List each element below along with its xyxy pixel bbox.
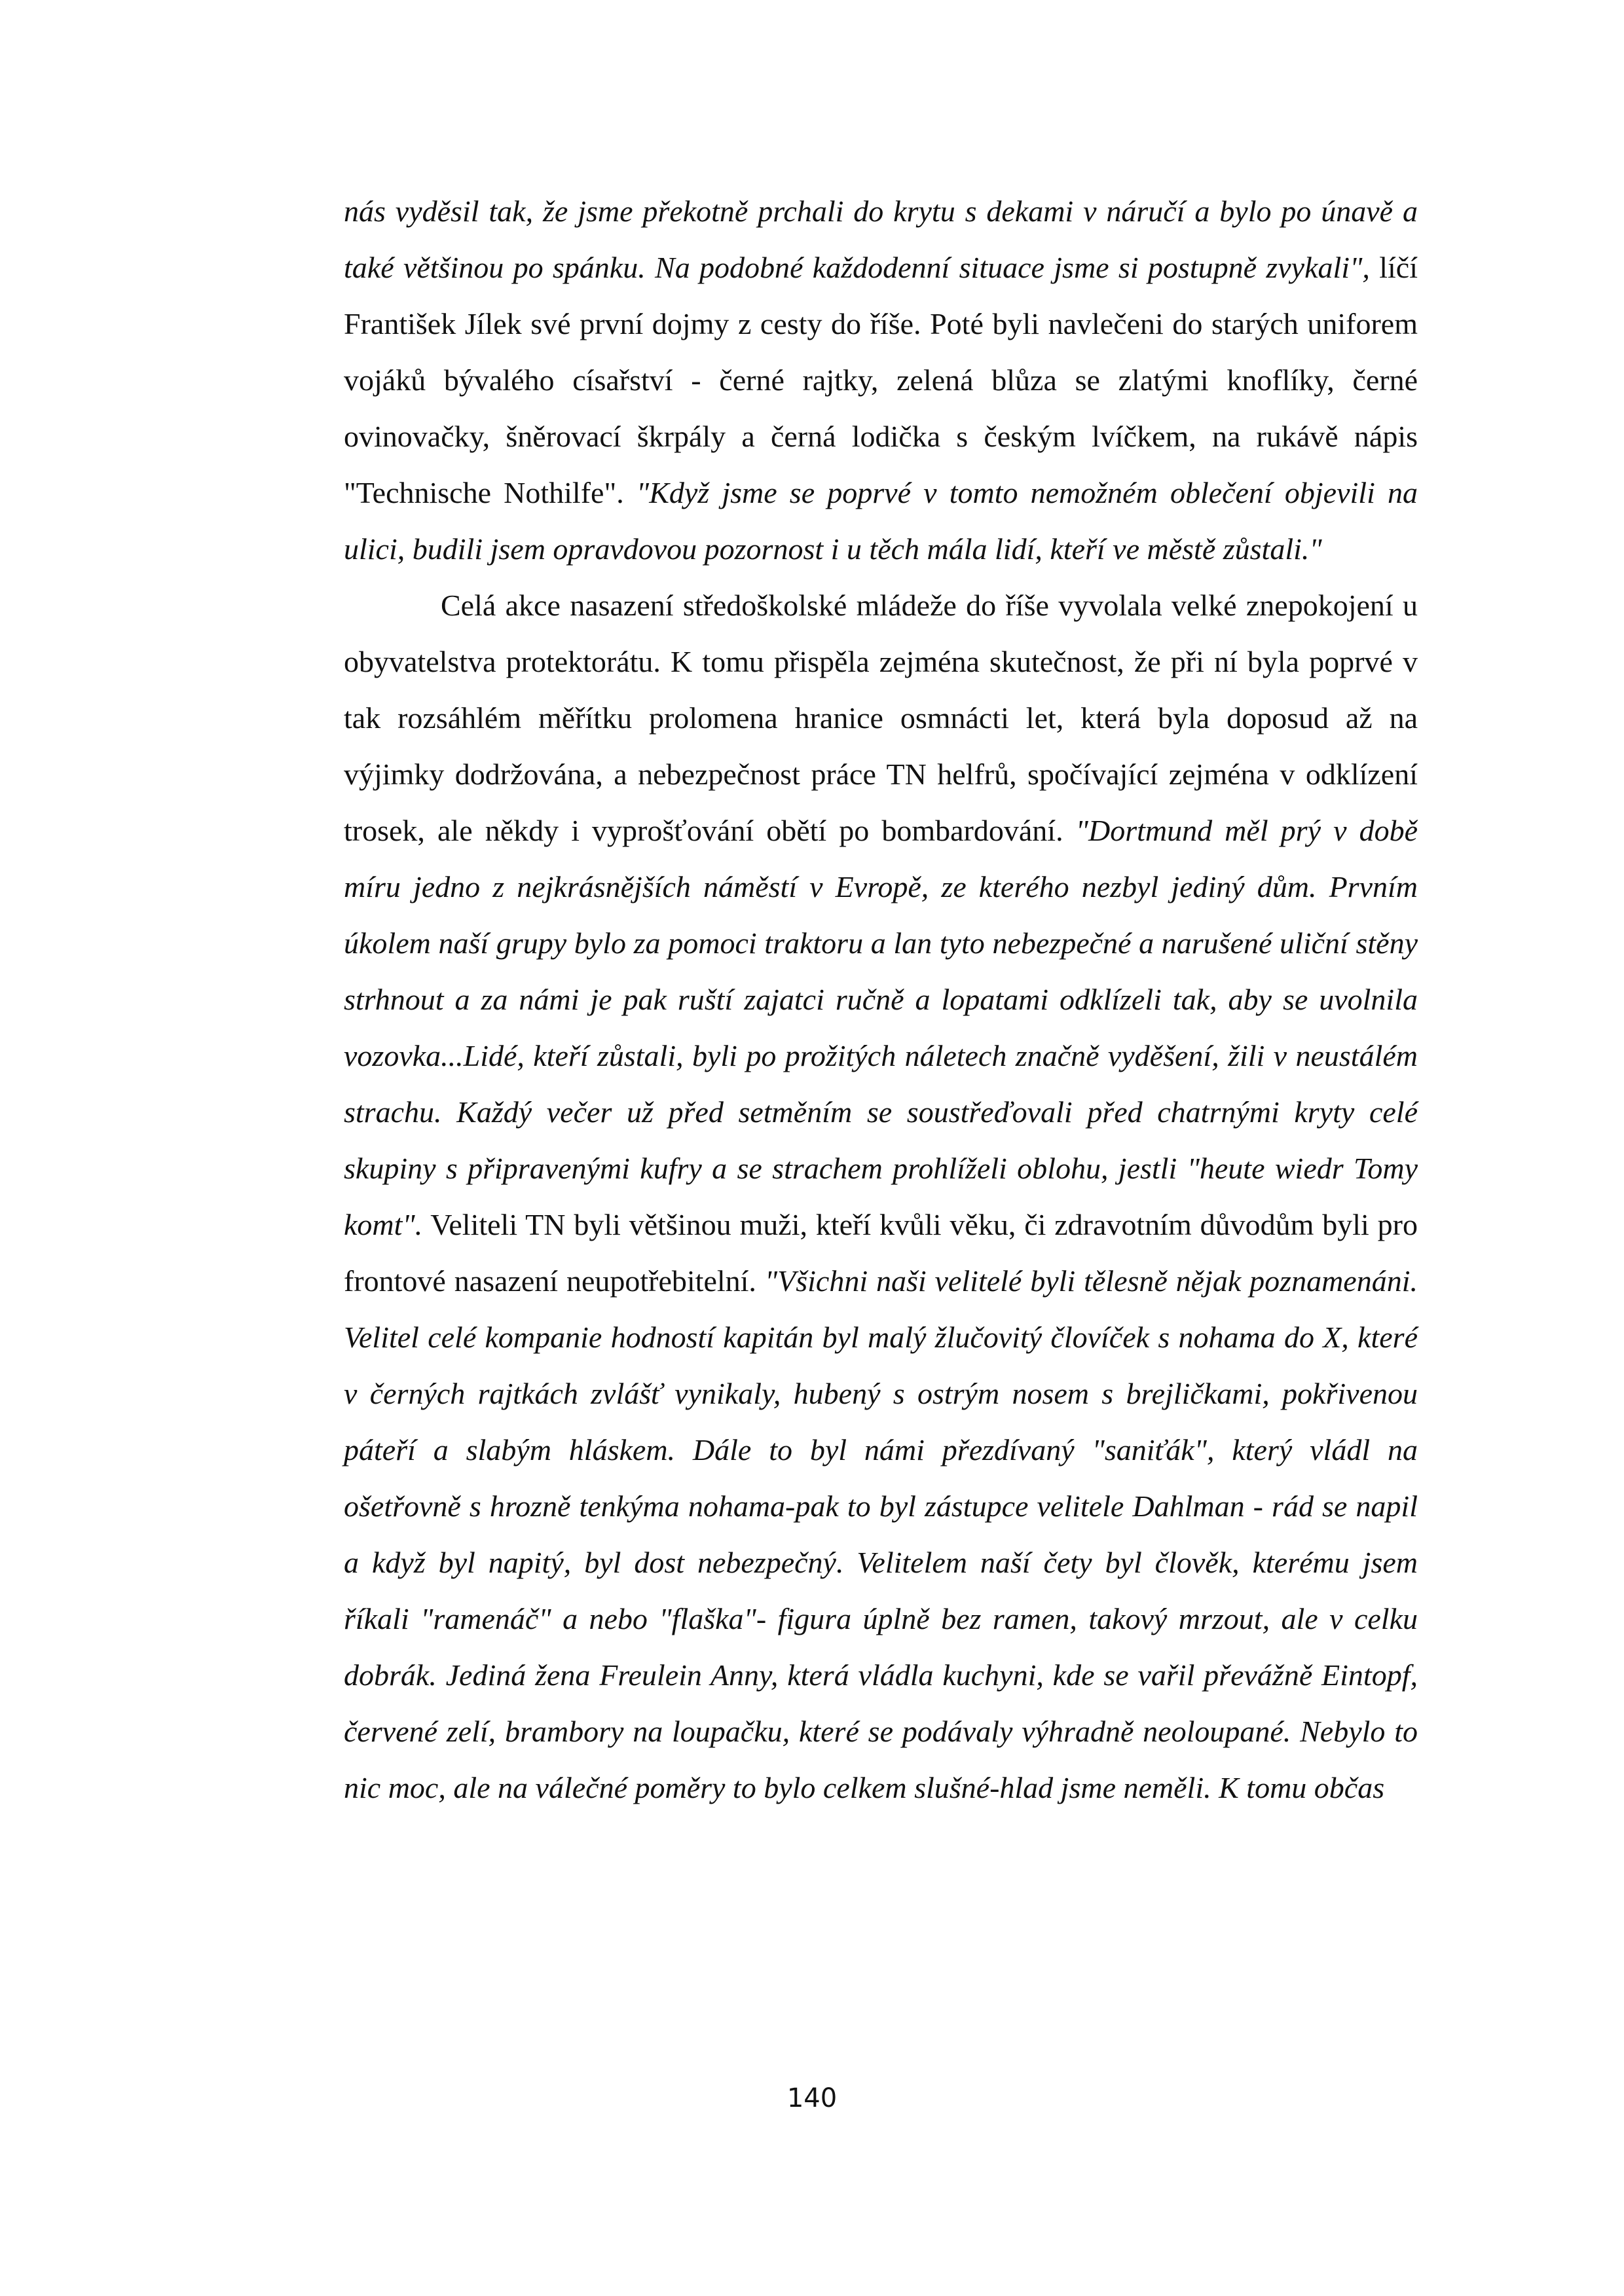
body-text: [344, 183, 1418, 1816]
narrative-text: Veliteli TN byli většinou muži, kteří kvůli věku, či zdravotním důvodům byli pro frontové nasazení neupotřebitelní.: [344, 1208, 1418, 1298]
page-number: 140: [786, 2083, 838, 2113]
narrative-text: líčí František Jílek své první dojmy z cesty do říše. Poté byli navlečeni do starých uniforem vojáků bývalého císařství - černé rajtky, zelená blůza se zlatými knoflíky, černé ovinovačky, šněrovací škrpály a černá lodička s českým lvíčkem, na rukávě nápis "Technische Nothilfe".: [344, 251, 1418, 509]
paragraph-1: [344, 183, 1418, 577]
paragraph-2: [344, 577, 1418, 1816]
quote-text: "Všichni naši velitelé byli tělesně nějak poznamenáni. Velitel celé kompanie hodností kapitán byl malý žlučovitý človíček s nohama do X, které v černých rajtkách zvlášť vynikaly, hubený s ostrým nosem s brejličkami, pokřivenou páteří a slabým hláskem. Dále to byl námi přezdívaný "saniťák", který vládl na ošetřovně s hrozně tenkýma nohama-pak to byl zástupce velitele Dahlman - rád se napil a když byl napitý, byl dost nebezpečný. Velitelem naší čety byl člověk, kterému jsem říkali "ramenáč" a nebo "flaška"- figura úplně bez ramen, takový mrzout, ale v celku dobrák. Jediná žena Freulein Anny, která vládla kuchyni, kde se vařil převážně Eintopf, červené zelí, brambory na loupačku, které se podávaly výhradně neoloupané. Nebylo to nic moc, ale na válečné poměry to bylo celkem slušné-hlad jsme neměli. K tomu občas: [344, 1264, 1418, 1804]
narrative-text: Celá akce nasazení středoškolské mládeže do říše vyvolala velké znepokojení u obyvatelstva protektorátu. K tomu přispěla zejména skutečnost, že při ní byla poprvé v tak rozsáhlém měřítku prolomena hranice osmnácti let, která byla doposud až na výjimky dodržována, a nebezpečnost práce TN helfrů, spočívající zejména v odklízení trosek, ale někdy i vyprošťování obětí po bombardování.: [344, 589, 1418, 847]
quote-text: nás vyděsil tak, že jsme překotně prchali do krytu s dekami v náručí a bylo po únavě a také většinou po spánku. Na podobné každodenní situace jsme si postupně zvykali",: [344, 194, 1418, 284]
quote-text: "Dortmund měl prý v době míru jedno z nejkrásnějších náměstí v Evropě, ze kterého nezbyl jediný dům. Prvním úkolem naší grupy bylo za pomoci traktoru a lan tyto nebezpečné a narušené uliční stěny strhnout a za námi je pak ruští zajatci ručně a lopatami odklízeli tak, aby se uvolnila vozovka...Lidé, kteří zůstali, byli po prožitých náletech značně vyděšení, žili v neustálém strachu. Každý večer už před setměním se soustřeďovali před chatrnými kryty celé skupiny s připravenými kufry a se strachem prohlíželi oblohu, jestli "heute wiedr Tomy komt".: [344, 814, 1418, 1241]
quote-text: "Když jsme se poprvé v tomto nemožném oblečení objevili na ulici, budili jsem opravdovou pozornost i u těch mála lidí, kteří ve městě zůstali.": [344, 476, 1418, 566]
